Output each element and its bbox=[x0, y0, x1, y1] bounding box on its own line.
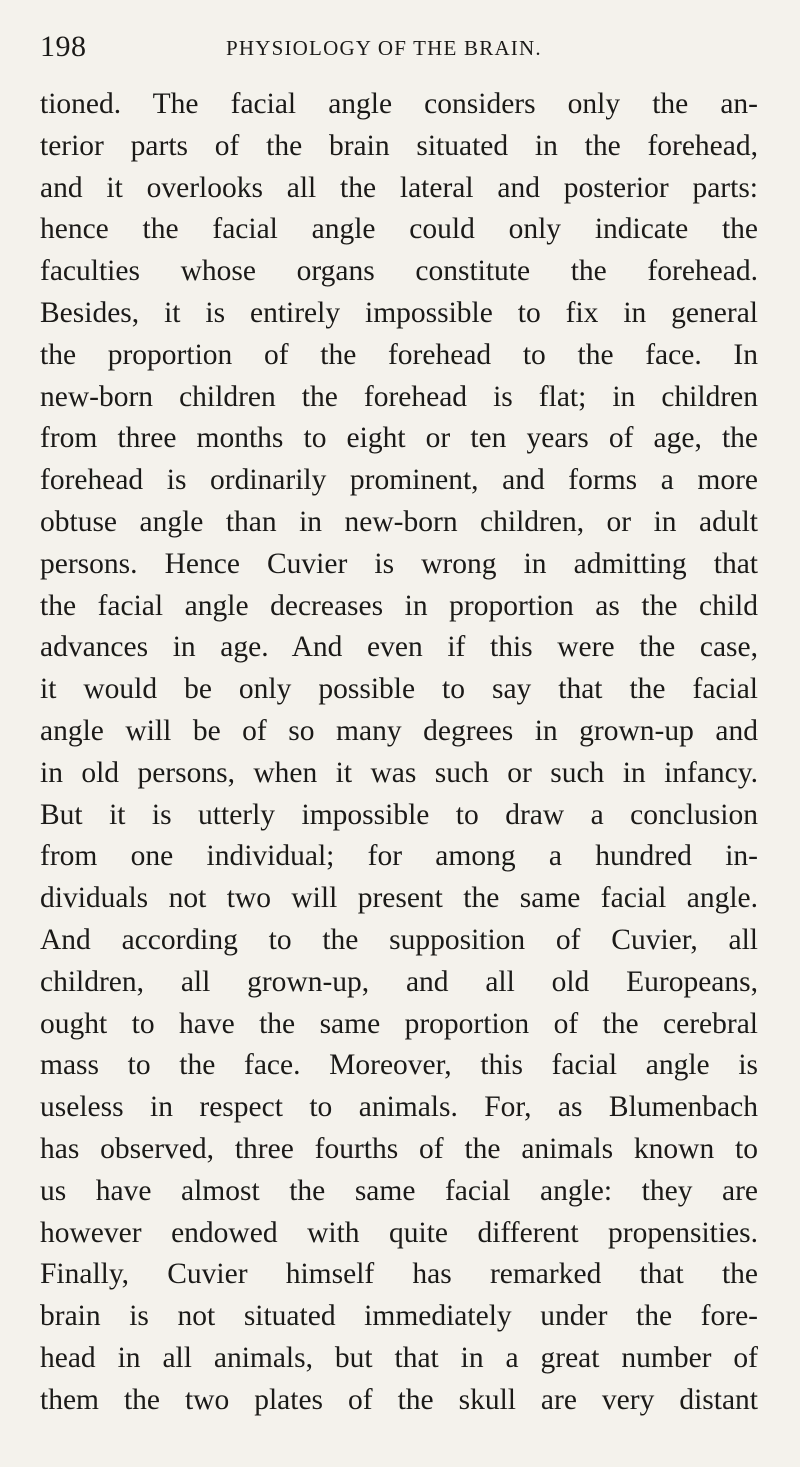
text-line: has observed, three fourths of the animals known to bbox=[40, 1132, 758, 1165]
text-line: new-born children the forehead is flat; in children bbox=[40, 380, 758, 413]
text-line: ought to have the same proportion of the cerebral bbox=[40, 1007, 758, 1040]
body-text bbox=[40, 84, 758, 1422]
text-line: and it overlooks all the lateral and posterior parts: bbox=[40, 171, 758, 204]
text-line: however endowed with quite different propensities. bbox=[40, 1216, 758, 1249]
text-line: forehead is ordinarily prominent, and forms a more bbox=[40, 464, 758, 497]
text-line: persons. Hence Cuvier is wrong in admitting that bbox=[40, 547, 758, 580]
text-line: in old persons, when it was such or such in infancy. bbox=[40, 756, 758, 789]
running-title: PHYSIOLOGY OF THE BRAIN. bbox=[226, 36, 542, 60]
text-line: them the two plates of the skull are very distant bbox=[40, 1383, 758, 1416]
page-header bbox=[40, 30, 758, 64]
text-line: brain is not situated immediately under the fore- bbox=[40, 1300, 758, 1333]
text-line: it would be only possible to say that the facial bbox=[40, 673, 758, 706]
text-line: us have almost the same facial angle: they are bbox=[40, 1174, 758, 1207]
text-line: dividuals not two will present the same facial angle. bbox=[40, 882, 758, 915]
text-line: from one individual; for among a hundred in- bbox=[40, 840, 758, 873]
text-line: mass to the face. Moreover, this facial angle is bbox=[40, 1049, 758, 1082]
text-line: angle will be of so many degrees in grown-up and bbox=[40, 714, 758, 747]
text-line: hence the facial angle could only indicate the bbox=[40, 213, 758, 246]
text-line: the proportion of the forehead to the face. In bbox=[40, 338, 758, 371]
text-line: But it is utterly impossible to draw a conclusion bbox=[40, 798, 758, 831]
text-line: Finally, Cuvier himself has remarked that the bbox=[40, 1258, 758, 1291]
text-line: faculties whose organs constitute the forehead. bbox=[40, 255, 758, 288]
text-line: tioned. The facial angle considers only the an- bbox=[40, 88, 758, 120]
text-line: advances in age. And even if this were the case, bbox=[40, 631, 758, 664]
page-number: 198 bbox=[40, 30, 87, 63]
text-line: useless in respect to animals. For, as Blumenbach bbox=[40, 1091, 758, 1124]
text-line: And according to the supposition of Cuvier, all bbox=[40, 923, 758, 956]
text-line: obtuse angle than in new-born children, or in adult bbox=[40, 505, 758, 538]
text-line: from three months to eight or ten years of age, the bbox=[40, 422, 758, 455]
text-line: Besides, it is entirely impossible to fix in general bbox=[40, 296, 758, 329]
text-line: the facial angle decreases in proportion as the child bbox=[40, 589, 758, 622]
text-line: children, all grown-up, and all old Europeans, bbox=[40, 965, 758, 998]
text-line: head in all animals, but that in a great number of bbox=[40, 1341, 758, 1374]
text-line: terior parts of the brain situated in the forehead, bbox=[40, 129, 758, 162]
